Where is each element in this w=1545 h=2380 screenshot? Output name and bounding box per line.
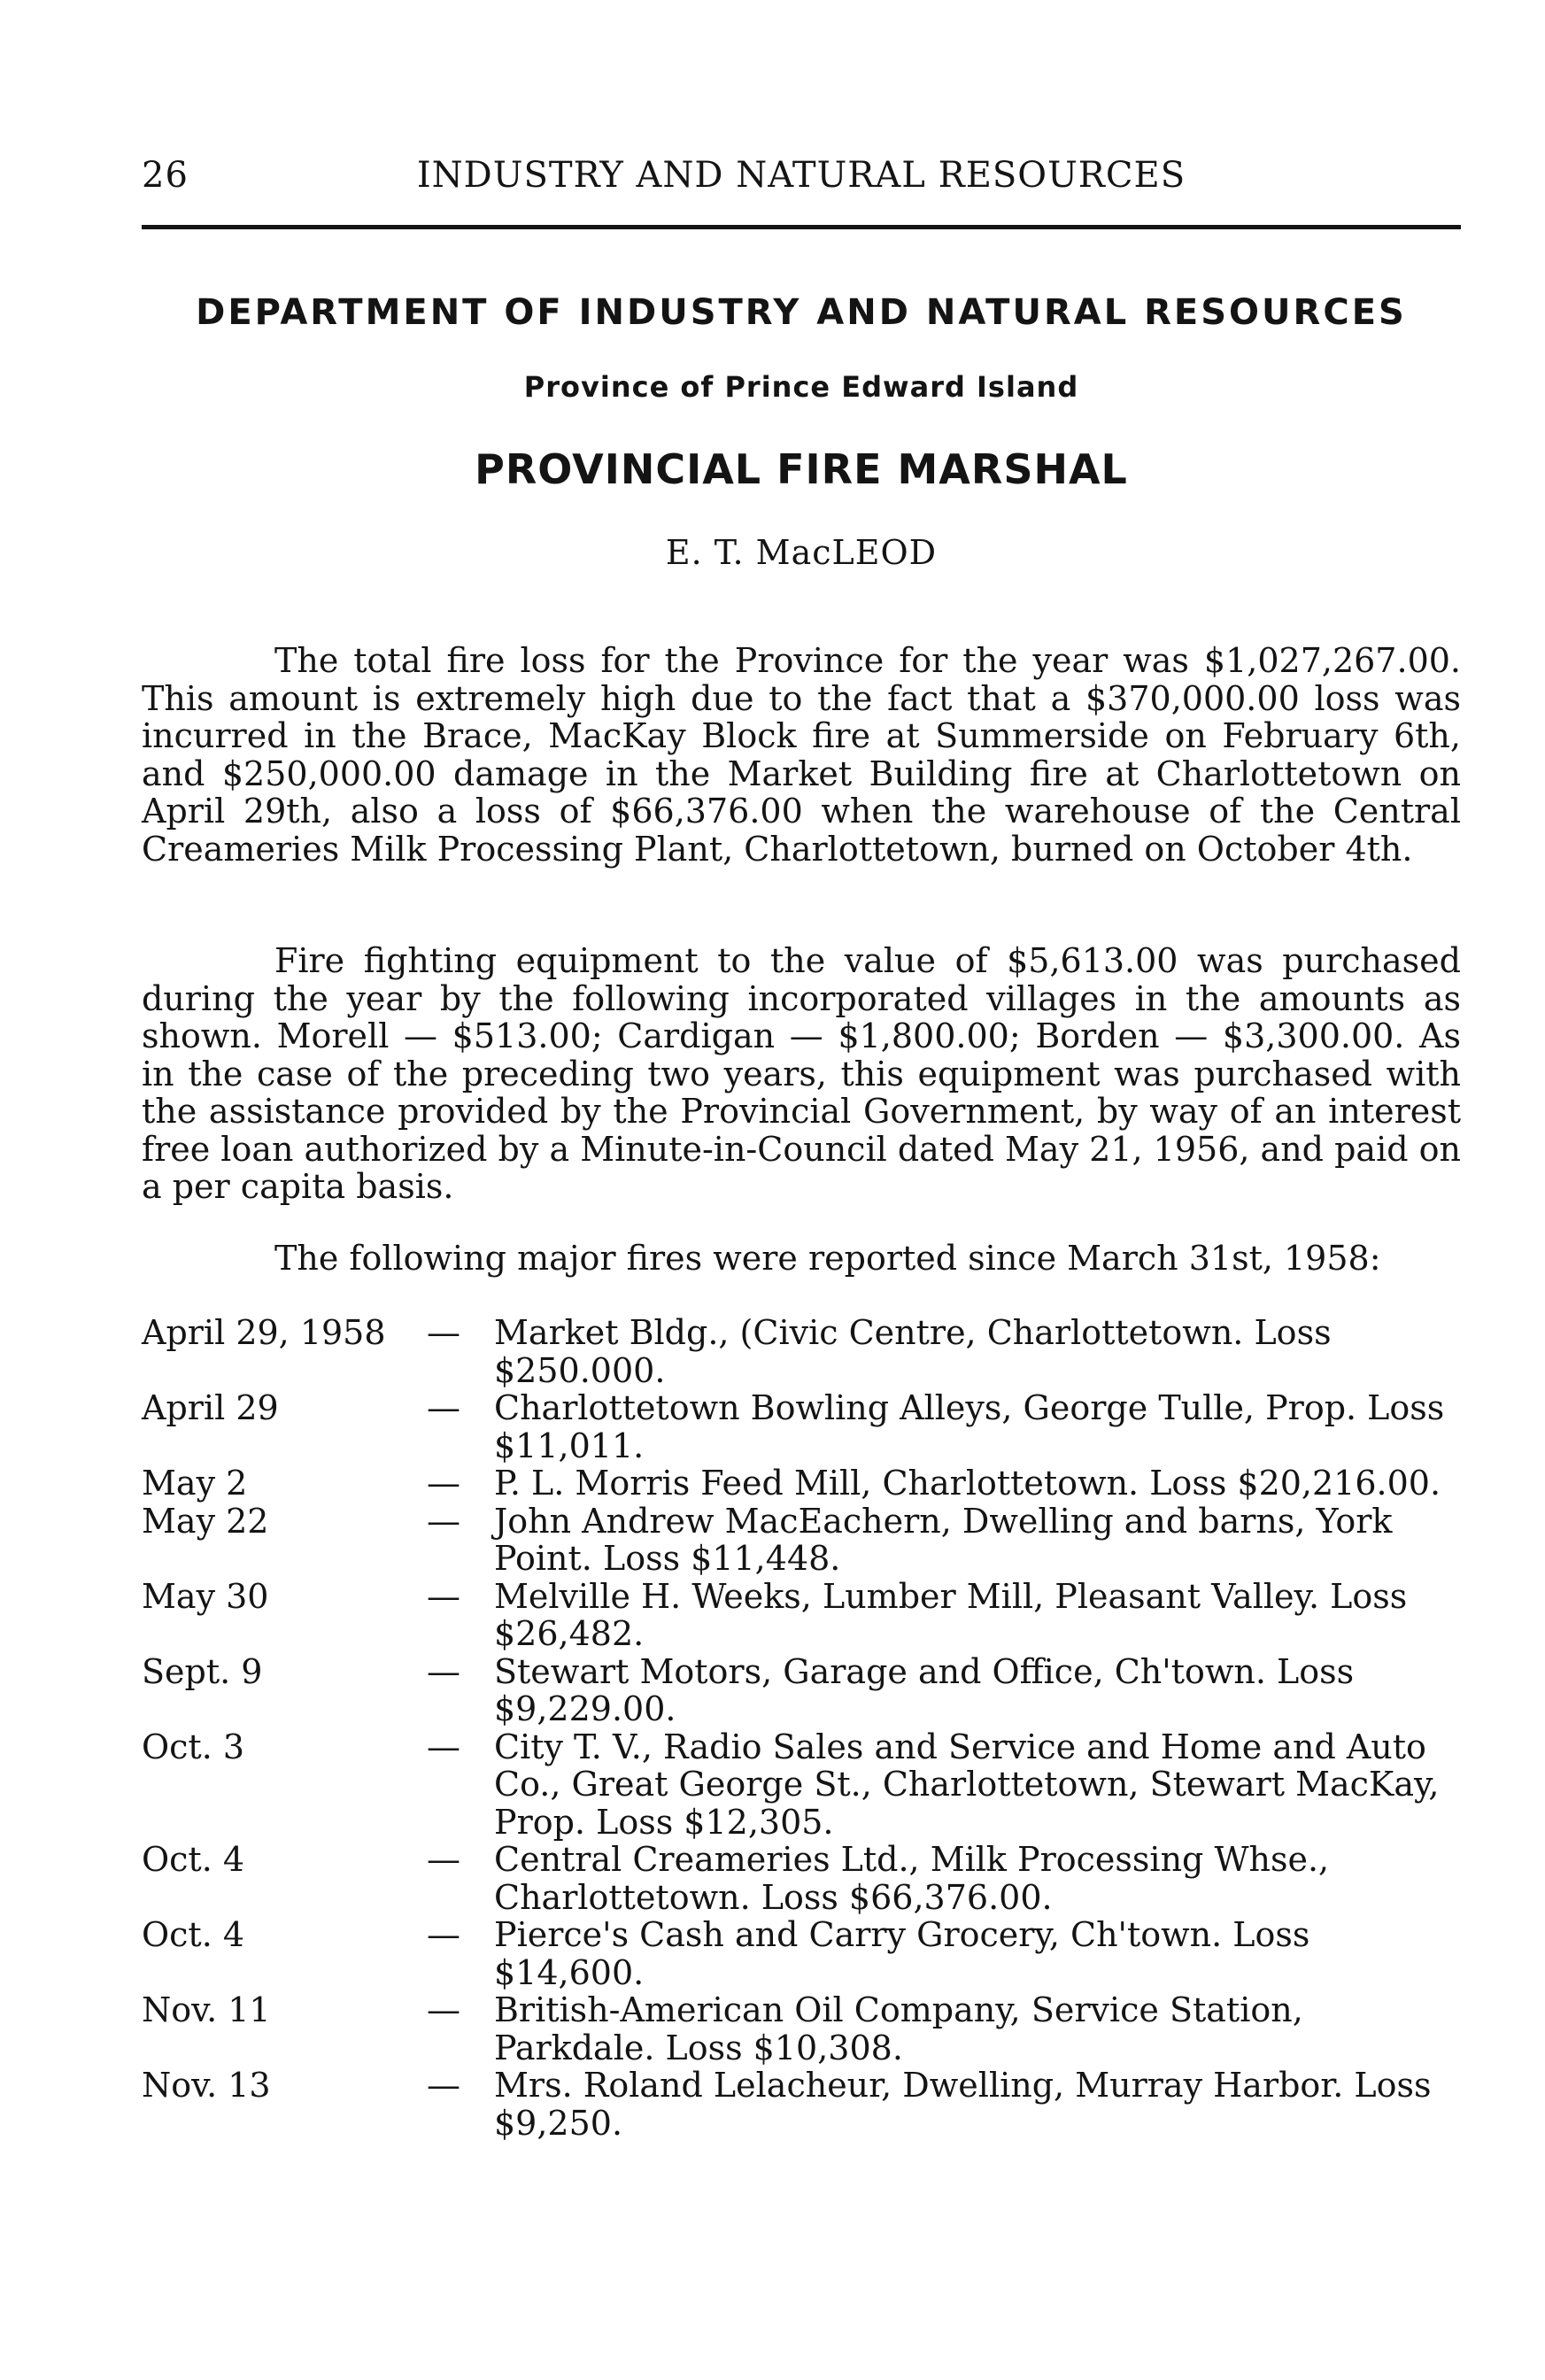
fire-date: Nov. 11: [142, 1990, 271, 2029]
page-number: 26: [142, 155, 189, 196]
fire-date: Oct. 4: [142, 1840, 245, 1879]
office-title: PROVINCIAL FIRE MARSHAL: [475, 445, 1128, 493]
fire-entry: [142, 1503, 1461, 1578]
fire-description: City T. V., Radio Sales and Service and Home and Auto Co., Great George St., Charlottetown, Stewart MacKay, Prop. Loss $12,305.: [494, 1727, 1440, 1842]
fire-description: John Andrew MacEachern, Dwelling and barns, York Point. Loss $11,448.: [494, 1501, 1393, 1578]
fire-entry: [142, 1916, 1461, 1991]
fire-date: May 22: [142, 1501, 269, 1541]
fire-date: Nov. 13: [142, 2066, 271, 2105]
fire-dash: —: [427, 1388, 460, 1427]
fire-dash: —: [427, 1840, 460, 1879]
fire-description: British-American Oil Company, Service Station, Parkdale. Loss $10,308.: [494, 1990, 1303, 2067]
fire-description: Pierce's Cash and Carry Grocery, Ch'town. Loss $14,600.: [494, 1915, 1310, 1992]
fire-description: P. L. Morris Feed Mill, Charlottetown. Loss $20,216.00.: [494, 1464, 1441, 1503]
department-heading: DEPARTMENT OF INDUSTRY AND NATURAL RESOURCES: [196, 292, 1407, 333]
fire-dash: —: [427, 1727, 460, 1766]
fire-entry: [142, 1653, 1461, 1728]
paragraph-equipment: Fire fighting equipment to the value of $5,613.00 was purchased during the year by the following incorporated villages in the amounts as shown. Morell — $513.00; Cardigan — $1,800.00; Borden — $3,300.00. As in the case of the preceding two years, this equipment was purchased with the assistance provided by the Provincial Government, by way of an interest free loan authorized by a Minute-in-Council dated May 21, 1956, and paid on a per capita basis.: [142, 941, 1461, 1206]
fire-date: April 29, 1958: [142, 1313, 386, 1352]
major-fires-list: [142, 1314, 1461, 2142]
fire-dash: —: [427, 1313, 460, 1352]
fire-entry: [142, 1991, 1461, 2067]
fire-dash: —: [427, 1990, 460, 2029]
running-title: INDUSTRY AND NATURAL RESOURCES: [416, 155, 1186, 196]
fire-date: Sept. 9: [142, 1651, 263, 1691]
fire-description: Stewart Motors, Garage and Office, Ch'town. Loss $9,229.00.: [494, 1651, 1355, 1728]
fire-description: Central Creameries Ltd., Milk Processing Whse., Charlottetown. Loss $66,376.00.: [494, 1840, 1330, 1917]
fire-dash: —: [427, 1576, 460, 1616]
fire-date: April 29: [142, 1388, 279, 1427]
fire-dash: —: [427, 2066, 460, 2105]
paragraph-total-loss: The total fire loss for the Province for the year was $1,027,267.00. This amount is extremely high due to the fact that a $370,000.00 loss was incurred in the Brace, MacKay Block fire at Summerside on February 6th, and $250,000.00 damage in the Market Building fire at Charlottetown on April 29th, also a loss of $66,376.00 when the warehouse of the Central Creameries Milk Processing Plant, Charlottetown, burned on October 4th.: [142, 641, 1461, 869]
fire-description: Melville H. Weeks, Lumber Mill, Pleasant Valley. Loss $26,482.: [494, 1576, 1408, 1653]
fire-dash: —: [427, 1915, 460, 1954]
fire-date: May 2: [142, 1464, 248, 1503]
fire-entry: [142, 1314, 1461, 1389]
header-rule: [142, 225, 1461, 229]
fire-description: Mrs. Roland Lelacheur, Dwelling, Murray Harbor. Loss $9,250.: [494, 2066, 1432, 2143]
province-subheading: Province of Prince Edward Island: [523, 370, 1079, 404]
fire-dash: —: [427, 1501, 460, 1541]
fire-description: Charlottetown Bowling Alleys, George Tulle, Prop. Loss $11,011.: [494, 1388, 1445, 1465]
fire-date: May 30: [142, 1576, 269, 1616]
fire-entry: [142, 1389, 1461, 1464]
fire-dash: —: [427, 1651, 460, 1691]
fire-description: Market Bldg., (Civic Centre, Charlottetown. Loss $250.000.: [494, 1313, 1332, 1390]
paragraph-major-fires-intro: The following major fires were reported since March 31st, 1958:: [274, 1239, 1381, 1278]
fire-dash: —: [427, 1464, 460, 1503]
page-header: [142, 155, 1461, 208]
fire-date: Oct. 3: [142, 1727, 245, 1766]
officer-name: E. T. MacLEOD: [665, 533, 938, 572]
fire-entry: [142, 1464, 1461, 1503]
fire-date: Oct. 4: [142, 1915, 245, 1954]
fire-entry: [142, 2067, 1461, 2142]
fire-entry: [142, 1841, 1461, 1916]
fire-entry: [142, 1578, 1461, 1653]
fire-entry: [142, 1728, 1461, 1842]
